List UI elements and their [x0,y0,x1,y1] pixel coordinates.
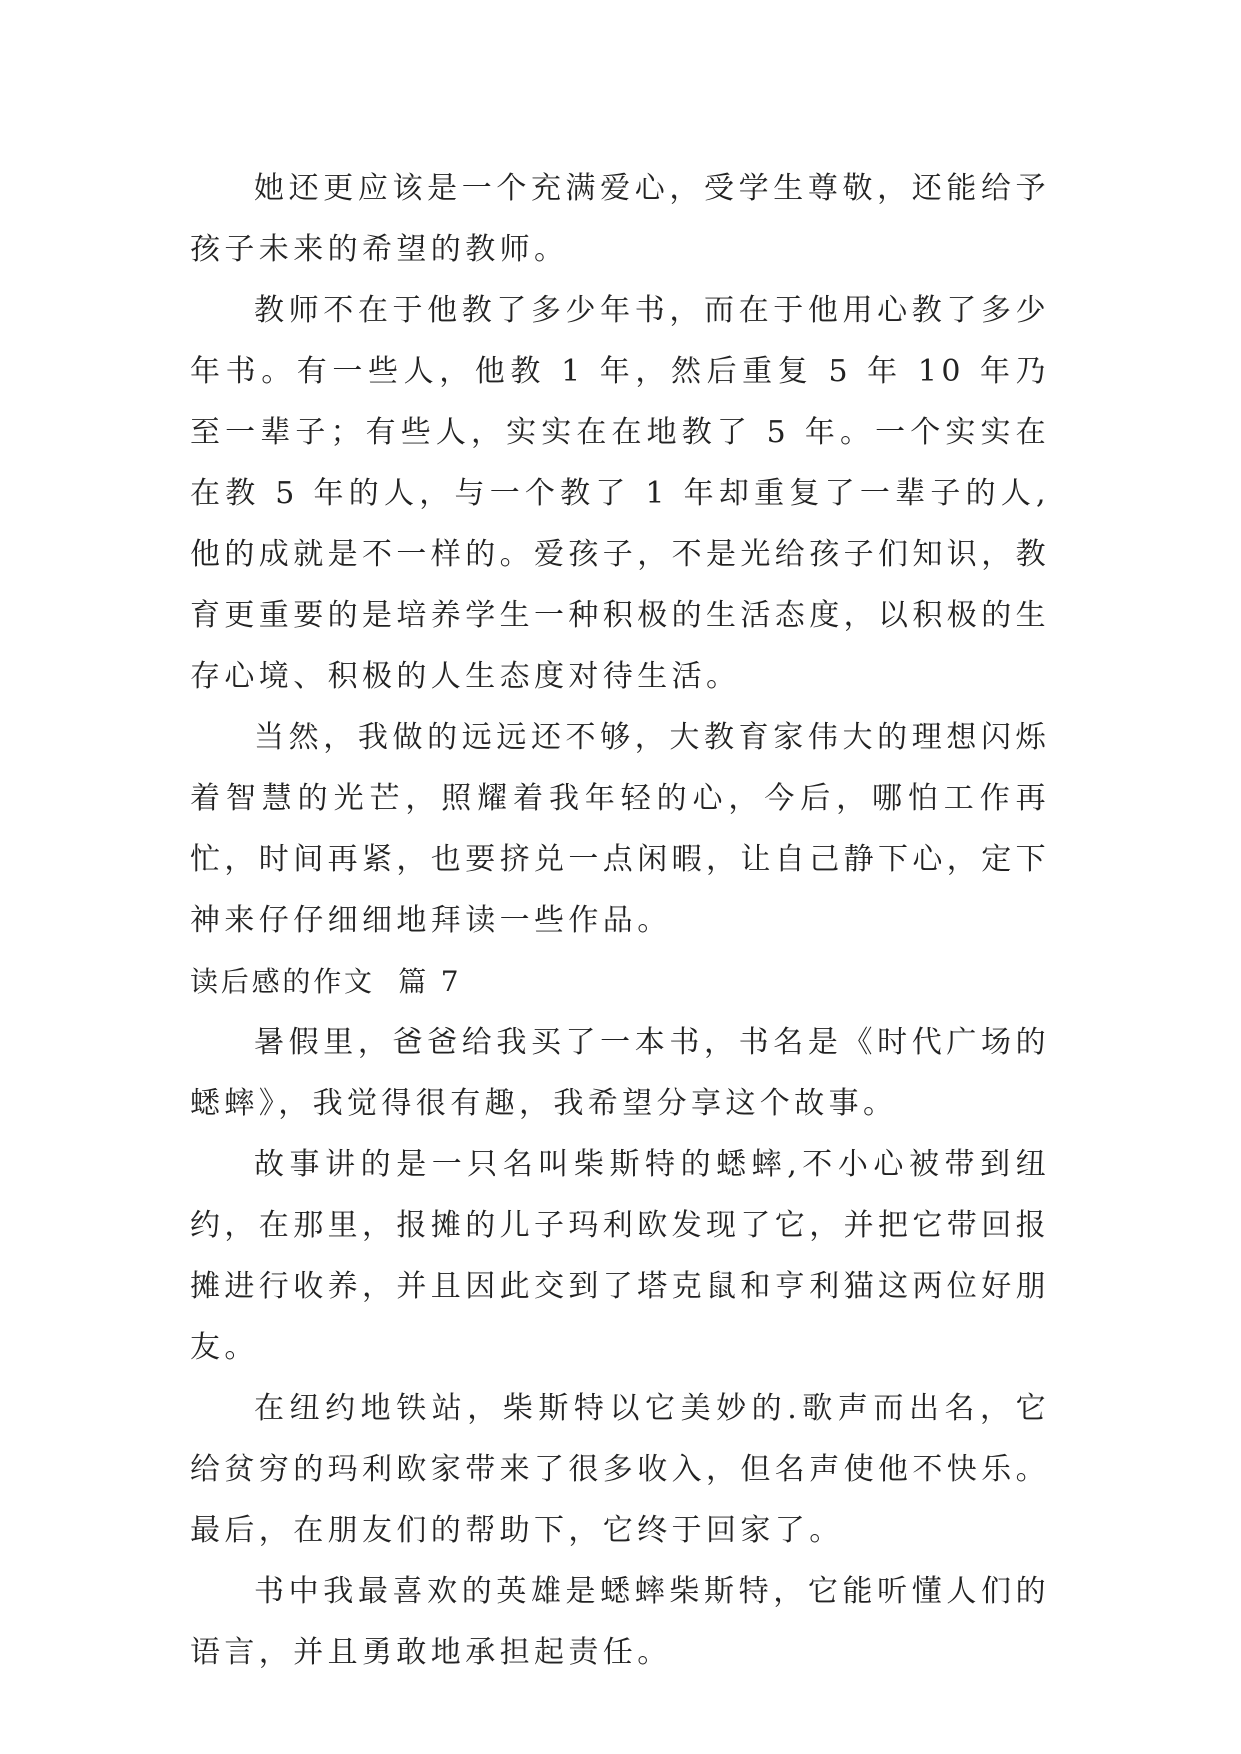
paragraph-2: 教师不在于他教了多少年书，而在于他用心教了多少年书。有一些人，他教 1 年，然后重复 5 年 10 年乃至一辈子；有些人，实实在在地教了 5 年。一个实实在在教 5 年的人，与一个教了 1 年却重复了一辈子的人,他的成就是不一样的。爱孩子，不是光给孩子们知识，教育更重要的是培养学生一种积极的生活态度，以积极的生存心境、积极的人生态度对待生活。 [190,293,1050,694]
document-body [190,158,1050,1683]
paragraph-7: 书中我最喜欢的英雄是蟋蟀柴斯特，它能听懂人们的语言，并且勇敢地承担起责任。 [190,1574,1050,1670]
paragraph-1: 她还更应该是一个充满爱心，受学生尊敬，还能给予孩子未来的希望的教师。 [190,171,1050,267]
paragraph-5: 故事讲的是一只名叫柴斯特的蟋蟀,不小心被带到纽约，在那里，报摊的儿子玛利欧发现了它，并把它带回报摊进行收养，并且因此交到了塔克鼠和亨利猫这两位好朋友。 [190,1147,1050,1365]
paragraph-6: 在纽约地铁站，柴斯特以它美妙的.歌声而出名，它给贫穷的玛利欧家带来了很多收入，但名声使他不快乐。最后，在朋友们的帮助下，它终于回家了。 [190,1391,1050,1548]
paragraph-3: 当然，我做的远远还不够，大教育家伟大的理想闪烁着智慧的光芒，照耀着我年轻的心，今后，哪怕工作再忙，时间再紧，也要挤兑一点闲暇，让自己静下心，定下神来仔仔细细地拜读一些作品。 [190,720,1050,938]
section-heading: 读后感的作文 篇 7 [190,965,462,998]
paragraph-4: 暑假里，爸爸给我买了一本书，书名是《时代广场的蟋蟀》，我觉得很有趣，我希望分享这个故事。 [190,1025,1050,1121]
